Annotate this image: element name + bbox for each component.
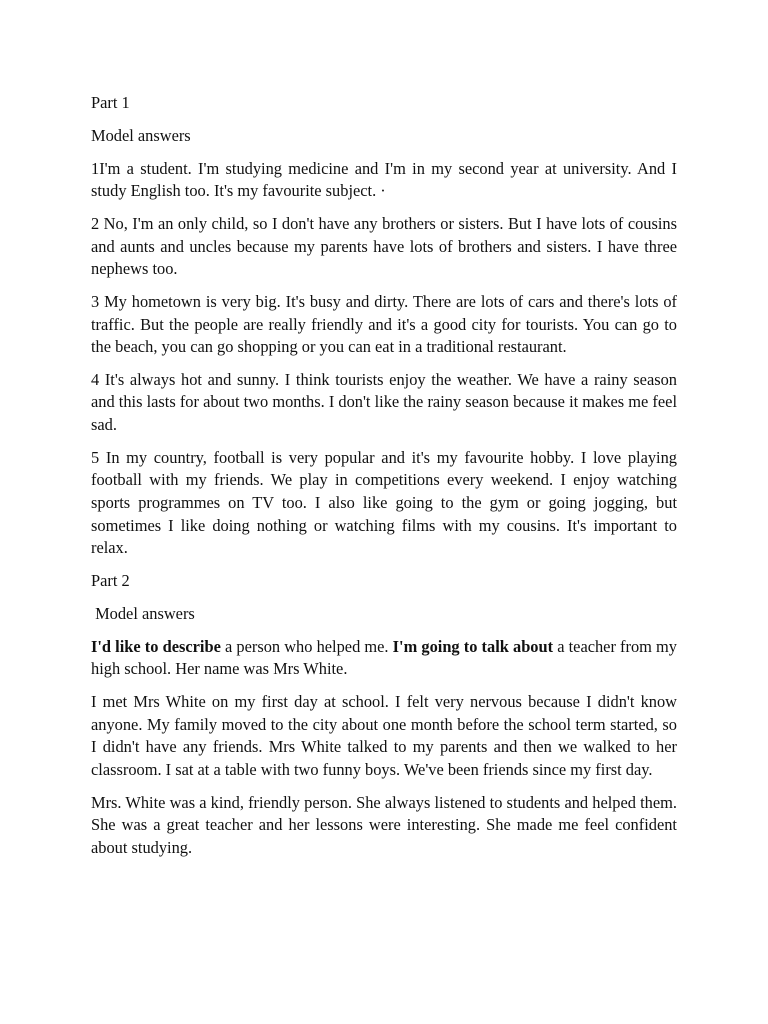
part1-answer-4: 4 It's always hot and sunny. I think tourists enjoy the weather. We have a rainy season and this lasts for about two months. I don't like the rainy season because it makes me feel sad. xyxy=(91,369,677,435)
part2-intro-paragraph xyxy=(91,636,677,681)
part1-answer-3: 3 My hometown is very big. It's busy and dirty. There are lots of cars and there's lots of traffic. But the people are really friendly and it's a good city for tourists. You can go to the beach, you can go shopping or you can eat in a traditional restaurant. xyxy=(91,291,677,357)
part1-heading: Part 1 xyxy=(91,93,130,112)
part1-answer-5: 5 In my country, football is very popular and it's my favourite hobby. I love playing football with my friends. We play in competitions every weekend. I enjoy watching sports programmes on TV too. I also like going to the gym or going jogging, but sometimes I like doing nothing or watching films with my cousins. It's important to relax. xyxy=(91,447,677,558)
part1-answer-1: 1I'm a student. I'm studying medicine and I'm in my second year at university. And I study English too. It's my favourite subject. · xyxy=(91,158,677,201)
part2-heading: Part 2 xyxy=(91,571,130,590)
intro-text-2: a teacher from my high school. Her name was Mrs White. xyxy=(91,636,677,679)
intro-bold-phrase-1: I'd like to describe xyxy=(91,636,221,656)
part2-paragraph-2: Mrs. White was a kind, friendly person. She always listened to students and helped them. She was a great teacher and her lessons were interesting. She made me feel confident about studying. xyxy=(91,792,677,857)
part2-paragraph-1: I met Mrs White on my first day at school. I felt very nervous because I didn't know anyone. My family moved to the city about one month before the school term started, so I didn't have any friends. Mrs White talked to my parents and then we walked to her classroom. I sat at a table with two funny boys. We've been friends since my first day. xyxy=(91,691,677,779)
intro-text-1: a person who helped me. xyxy=(220,636,393,656)
part1-subheading: Model answers xyxy=(91,125,191,145)
intro-bold-phrase-2: I'm going to talk about xyxy=(392,636,554,656)
part2-subheading: Model answers xyxy=(91,603,195,623)
part1-answer-2: 2 No, I'm an only child, so I don't have any brothers or sisters. But I have lots of cousins and aunts and uncles because my parents have lots of brothers and sisters. I have three nephews too. xyxy=(91,213,677,279)
